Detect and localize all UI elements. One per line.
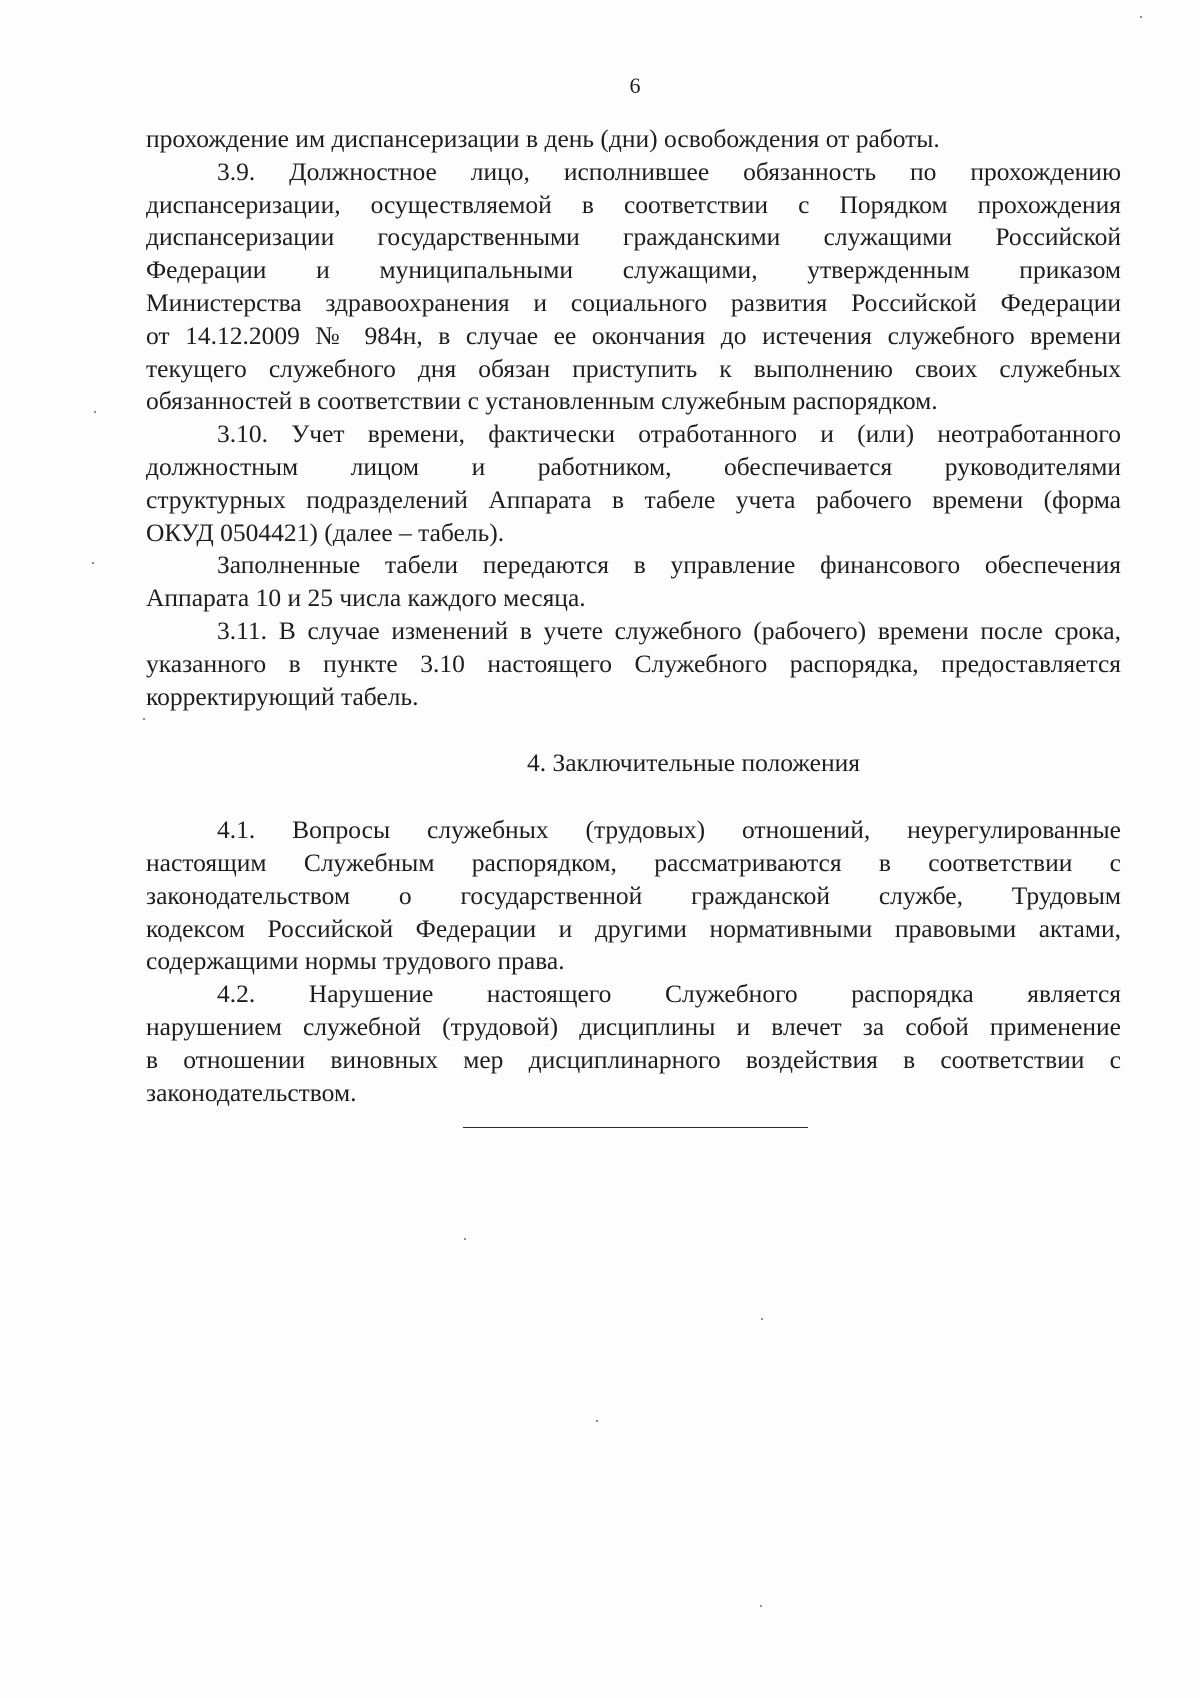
text-line: структурных подразделений Аппарата в табеле учета рабочего времени (форма [146, 484, 1121, 514]
paragraph-4-1 [146, 814, 1121, 978]
text-line: 3.9. Должностное лицо, исполнившее обязанность по прохождению [217, 156, 1121, 186]
scan-speck [464, 1238, 466, 1240]
paragraph-continuation [146, 123, 1121, 156]
scan-speck [143, 718, 145, 720]
text-line: обязанностей в соответствии с установленным служебным распорядком. [146, 386, 938, 416]
text-line: содержащими нормы трудового права. [146, 946, 565, 976]
text-line: диспансеризации государственными гражданскими служащими Российской [146, 222, 1121, 252]
text-line: нарушением служебной (трудовой) дисциплины и влечет за собой применение [146, 1011, 1121, 1041]
text-line: 3.10. Учет времени, фактически отработанного и (или) неотработанного [217, 419, 1121, 449]
scan-speck [761, 1318, 763, 1320]
text-line: законодательством о государственной гражданской службе, Трудовым [146, 880, 1121, 910]
paragraph-3-11 [146, 615, 1121, 713]
closing-divider [463, 1127, 808, 1128]
text-line: должностным лицом и работником, обеспечивается руководителями [146, 451, 1121, 481]
text-line: Федерации и муниципальными служащими, утвержденным приказом [146, 255, 1121, 285]
scan-speck [92, 562, 94, 564]
text-line: 3.11. В случае изменений в учете служебного (рабочего) времени после срока, [217, 615, 1121, 645]
text-line: Аппарата 10 и 25 числа каждого месяца. [146, 583, 586, 613]
scan-speck [760, 1605, 762, 1607]
text-line: настоящим Служебным распорядком, рассматриваются в соответствии с [146, 847, 1121, 877]
paragraph-3-10-timesheets [146, 549, 1121, 615]
text-line: текущего служебного дня обязан приступить к выполнению своих служебных [146, 353, 1121, 383]
text-line: законодательством. [146, 1077, 357, 1107]
text-line: ОКУД 0504421) (далее – табель). [146, 517, 505, 547]
paragraph-3-10 [146, 418, 1121, 549]
text-line: 4.1. Вопросы служебных (трудовых) отношений, неурегулированные [217, 815, 1121, 845]
scan-speck [94, 411, 96, 413]
section-heading: 4. Заключительные положения [526, 748, 861, 778]
text-line: Заполненные табели передаются в управление финансового обеспечения [217, 550, 1121, 580]
text-line: кодексом Российской Федерации и другими нормативными правовыми актами, [146, 913, 1121, 943]
scan-speck [1140, 16, 1142, 18]
text-line: указанного в пункте 3.10 настоящего Служебного распорядка, предоставляется [146, 648, 1121, 678]
text-line: Министерства здравоохранения и социального развития Российской Федерации [146, 287, 1121, 317]
text-line: диспансеризации, осуществляемой в соответствии с Порядком прохождения [146, 189, 1121, 219]
text-line: в отношении виновных мер дисциплинарного воздействия в соответствии с [146, 1044, 1121, 1074]
page-number: 6 [629, 73, 641, 98]
text-line: 4.2. Нарушение настоящего Служебного распорядка является [217, 979, 1121, 1009]
text-line: от 14.12.2009 № 984н, в случае ее окончания до истечения служебного времени [146, 320, 1121, 350]
text-line: корректирующий табель. [146, 681, 419, 711]
text-line: прохождение им диспансеризации в день (дни) освобождения от работы. [146, 124, 940, 153]
scan-speck [596, 1420, 598, 1422]
paragraph-4-2 [146, 978, 1121, 1109]
paragraph-3-9 [146, 156, 1121, 418]
document-body [146, 123, 1121, 1109]
